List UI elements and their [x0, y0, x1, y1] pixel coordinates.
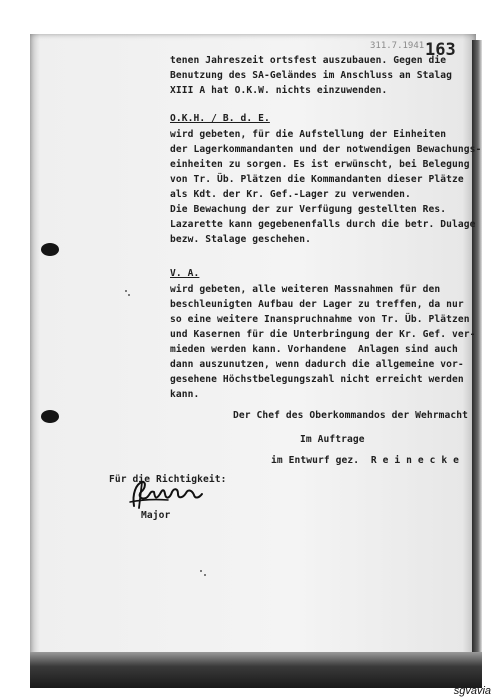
text-line: XIII A hat O.K.W. nichts einzuwenden. — [170, 85, 388, 96]
reference-mark: 311.7.1941 — [370, 41, 425, 51]
scan-edge-right — [472, 40, 482, 680]
text-line: wird gebeten, alle weiteren Massnahmen für den — [170, 284, 441, 295]
closing-chief: Der Chef des Oberkommandos der Wehrmacht — [233, 410, 469, 421]
text-line: kann. — [170, 389, 200, 400]
text-line: als Kdt. der Kr. Gef.-Lager zu verwenden. — [170, 189, 411, 200]
text-line: Benutzung des SA-Geländes im Anschluss an Stalag — [170, 70, 453, 81]
text-line: Die Bewachung der zur Verfügung gestellten Res. — [170, 204, 447, 215]
text-line: mieden werden kann. Vorhandene Anlagen sind auch — [170, 344, 458, 355]
text-line: von Tr. Üb. Plätzen die Kommandanten dieser Plätze — [170, 174, 464, 185]
closing-by-order: Im Auftrage — [300, 434, 365, 445]
text-line: tenen Jahreszeit ortsfest auszubauen. Gegen die — [170, 55, 447, 66]
scan-speck — [204, 574, 206, 576]
page-number: 163 — [425, 40, 456, 60]
punch-hole — [41, 243, 59, 256]
text-line: Lazarette kann gegebenenfalls durch die betr. Dulage — [170, 219, 476, 230]
scan-speck — [125, 290, 127, 292]
section-heading-va: V. A. — [170, 268, 200, 279]
text-line: bezw. Stalage geschehen. — [170, 234, 312, 245]
scan-edge-bottom — [30, 652, 482, 688]
watermark: sgvavia — [453, 685, 491, 697]
attestation-rank: Major — [141, 510, 171, 521]
text-line: einheiten zu sorgen. Es ist erwünscht, bei Belegung — [170, 159, 470, 170]
scan-speck — [200, 570, 202, 572]
text-line: der Lagerkommandanten und der notwendigen Bewachungs- — [170, 144, 482, 155]
closing-draft-signature: im Entwurf gez. R e i n e c k e — [271, 455, 460, 466]
text-line: beschleunigten Aufbau der Lager zu treffen, da nur — [170, 299, 464, 310]
punch-hole — [41, 410, 59, 423]
text-line: wird gebeten, für die Aufstellung der Einheiten — [170, 129, 447, 140]
text-line: und Kasernen für die Unterbringung der Kr. Gef. ver- — [170, 329, 476, 340]
text-line: so eine weitere Inanspruchnahme von Tr. Üb. Plätzen — [170, 314, 470, 325]
handwritten-signature — [128, 476, 208, 514]
scan-speck — [128, 294, 130, 296]
text-line: gesehene Höchstbelegungszahl nicht erreicht werden — [170, 374, 464, 385]
text-line: dann auszunutzen, wenn dadurch die allgemeine vor- — [170, 359, 464, 370]
attestation-label: Für die Richtigkeit: — [109, 474, 227, 485]
section-heading-okh: O.K.H. / B. d. E. — [170, 113, 270, 124]
